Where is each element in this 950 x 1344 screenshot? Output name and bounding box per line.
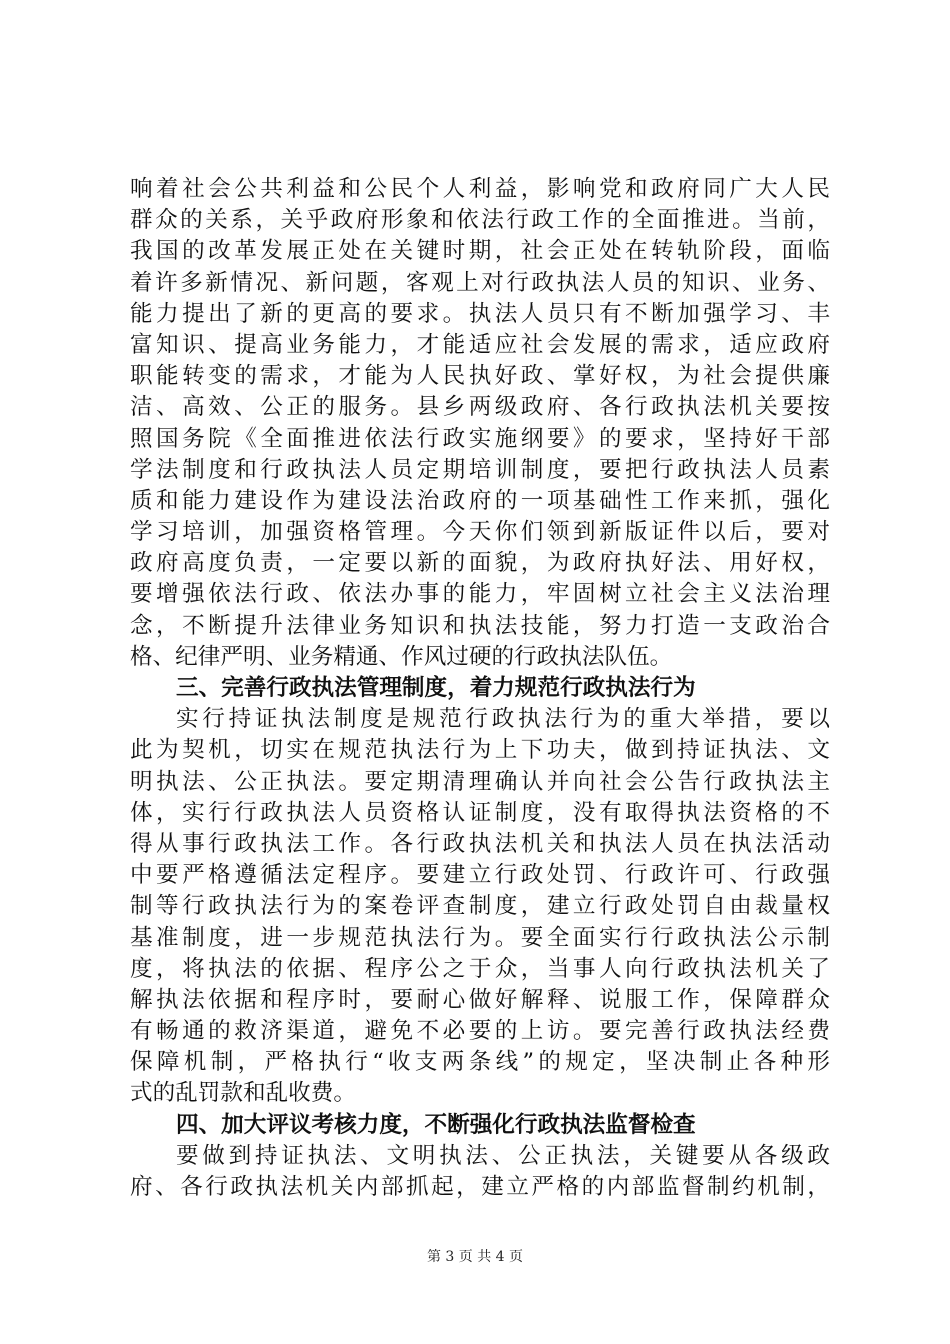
body-line: 得从事行政执法工作。各行政执法机关和执法人员在执法活动 <box>130 830 830 857</box>
body-line: 基准制度，进一步规范执法行为。要全面实行行政执法公示制 <box>130 924 830 951</box>
body-line: 此为契机，切实在规范执法行为上下功夫，做到持证执法、文 <box>130 737 830 764</box>
page-footer: 第 3 页 共 4 页 <box>426 1249 524 1265</box>
paragraph-first-line: 实行持证执法制度是规范行政执法行为的重大举措，要以 <box>176 706 830 733</box>
body-line: 念，不断提升法律业务知识和执法技能，努力打造一支政治合 <box>130 612 830 639</box>
body-line: 洁、高效、公正的服务。县乡两级政府、各行政执法机关要按 <box>130 394 830 421</box>
body-line-last: 格、纪律严明、业务精通、作风过硬的行政执法队伍。 <box>130 643 673 670</box>
body-line: 有畅通的救济渠道，避免不必要的上访。要完善行政执法经费 <box>130 1018 830 1045</box>
body-line: 体，实行行政执法人员资格认证制度，没有取得执法资格的不 <box>130 799 830 826</box>
body-line: 中要严格遵循法定程序。要建立行政处罚、行政许可、行政强 <box>130 862 830 889</box>
body-line: 群众的关系，关乎政府形象和依法行政工作的全面推进。当前， <box>130 207 830 234</box>
body-line: 政府高度负责，一定要以新的面貌，为政府执好法、用好权， <box>130 550 830 577</box>
body-line: 富知识、提高业务能力，才能适应社会发展的需求，适应政府 <box>130 331 830 358</box>
body-line-last: 式的乱罚款和乱收费。 <box>130 1080 356 1107</box>
body-line: 要增强依法行政、依法办事的能力，牢固树立社会主义法治理 <box>130 581 830 608</box>
body-line: 学法制度和行政执法人员定期培训制度，要把行政执法人员素 <box>130 456 830 483</box>
paragraph-first-line: 要做到持证执法、文明执法、公正执法，关键要从各级政 <box>176 1142 830 1169</box>
body-line: 照国务院《全面推进依法行政实施纲要》的要求，坚持好干部 <box>130 425 830 452</box>
body-line: 度，将执法的依据、程序公之于众，当事人向行政执法机关了 <box>130 955 830 982</box>
body-line: 质和能力建设作为建设法治政府的一项基础性工作来抓，强化 <box>130 487 830 514</box>
body-line: 着许多新情况、新问题，客观上对行政执法人员的知识、业务、 <box>130 269 830 296</box>
body-line: 我国的改革发展正处在关键时期，社会正处在转轨阶段，面临 <box>130 238 830 265</box>
body-line: 府、各行政执法机关内部抓起，建立严格的内部监督制约机制， <box>130 1174 830 1200</box>
body-line: 响着社会公共利益和公民个人利益，影响党和政府同广大人民 <box>130 176 830 202</box>
section-heading-3: 三、完善行政执法管理制度，着力规范行政执法行为 <box>176 675 696 701</box>
body-line: 明执法、公正执法。要定期清理确认并向社会公告行政执法主 <box>130 768 830 795</box>
section-heading-4: 四、加大评议考核力度，不断强化行政执法监督检查 <box>176 1111 696 1138</box>
body-line: 能力提出了新的更高的要求。执法人员只有不断加强学习、丰 <box>130 300 830 327</box>
body-line: 解执法依据和程序时，要耐心做好解释、说服工作，保障群众 <box>130 986 830 1013</box>
body-line: 职能转变的需求，才能为人民执好政、掌好权，为社会提供廉 <box>130 363 830 390</box>
body-line: 制等行政执法行为的案卷评查制度，建立行政处罚自由裁量权 <box>130 893 830 920</box>
body-line: 保障机制，严格执行“收支两条线”的规定，坚决制止各种形 <box>130 1049 830 1076</box>
body-line: 学习培训，加强资格管理。今天你们领到新版证件以后，要对 <box>130 519 830 546</box>
document-body <box>130 174 830 1203</box>
